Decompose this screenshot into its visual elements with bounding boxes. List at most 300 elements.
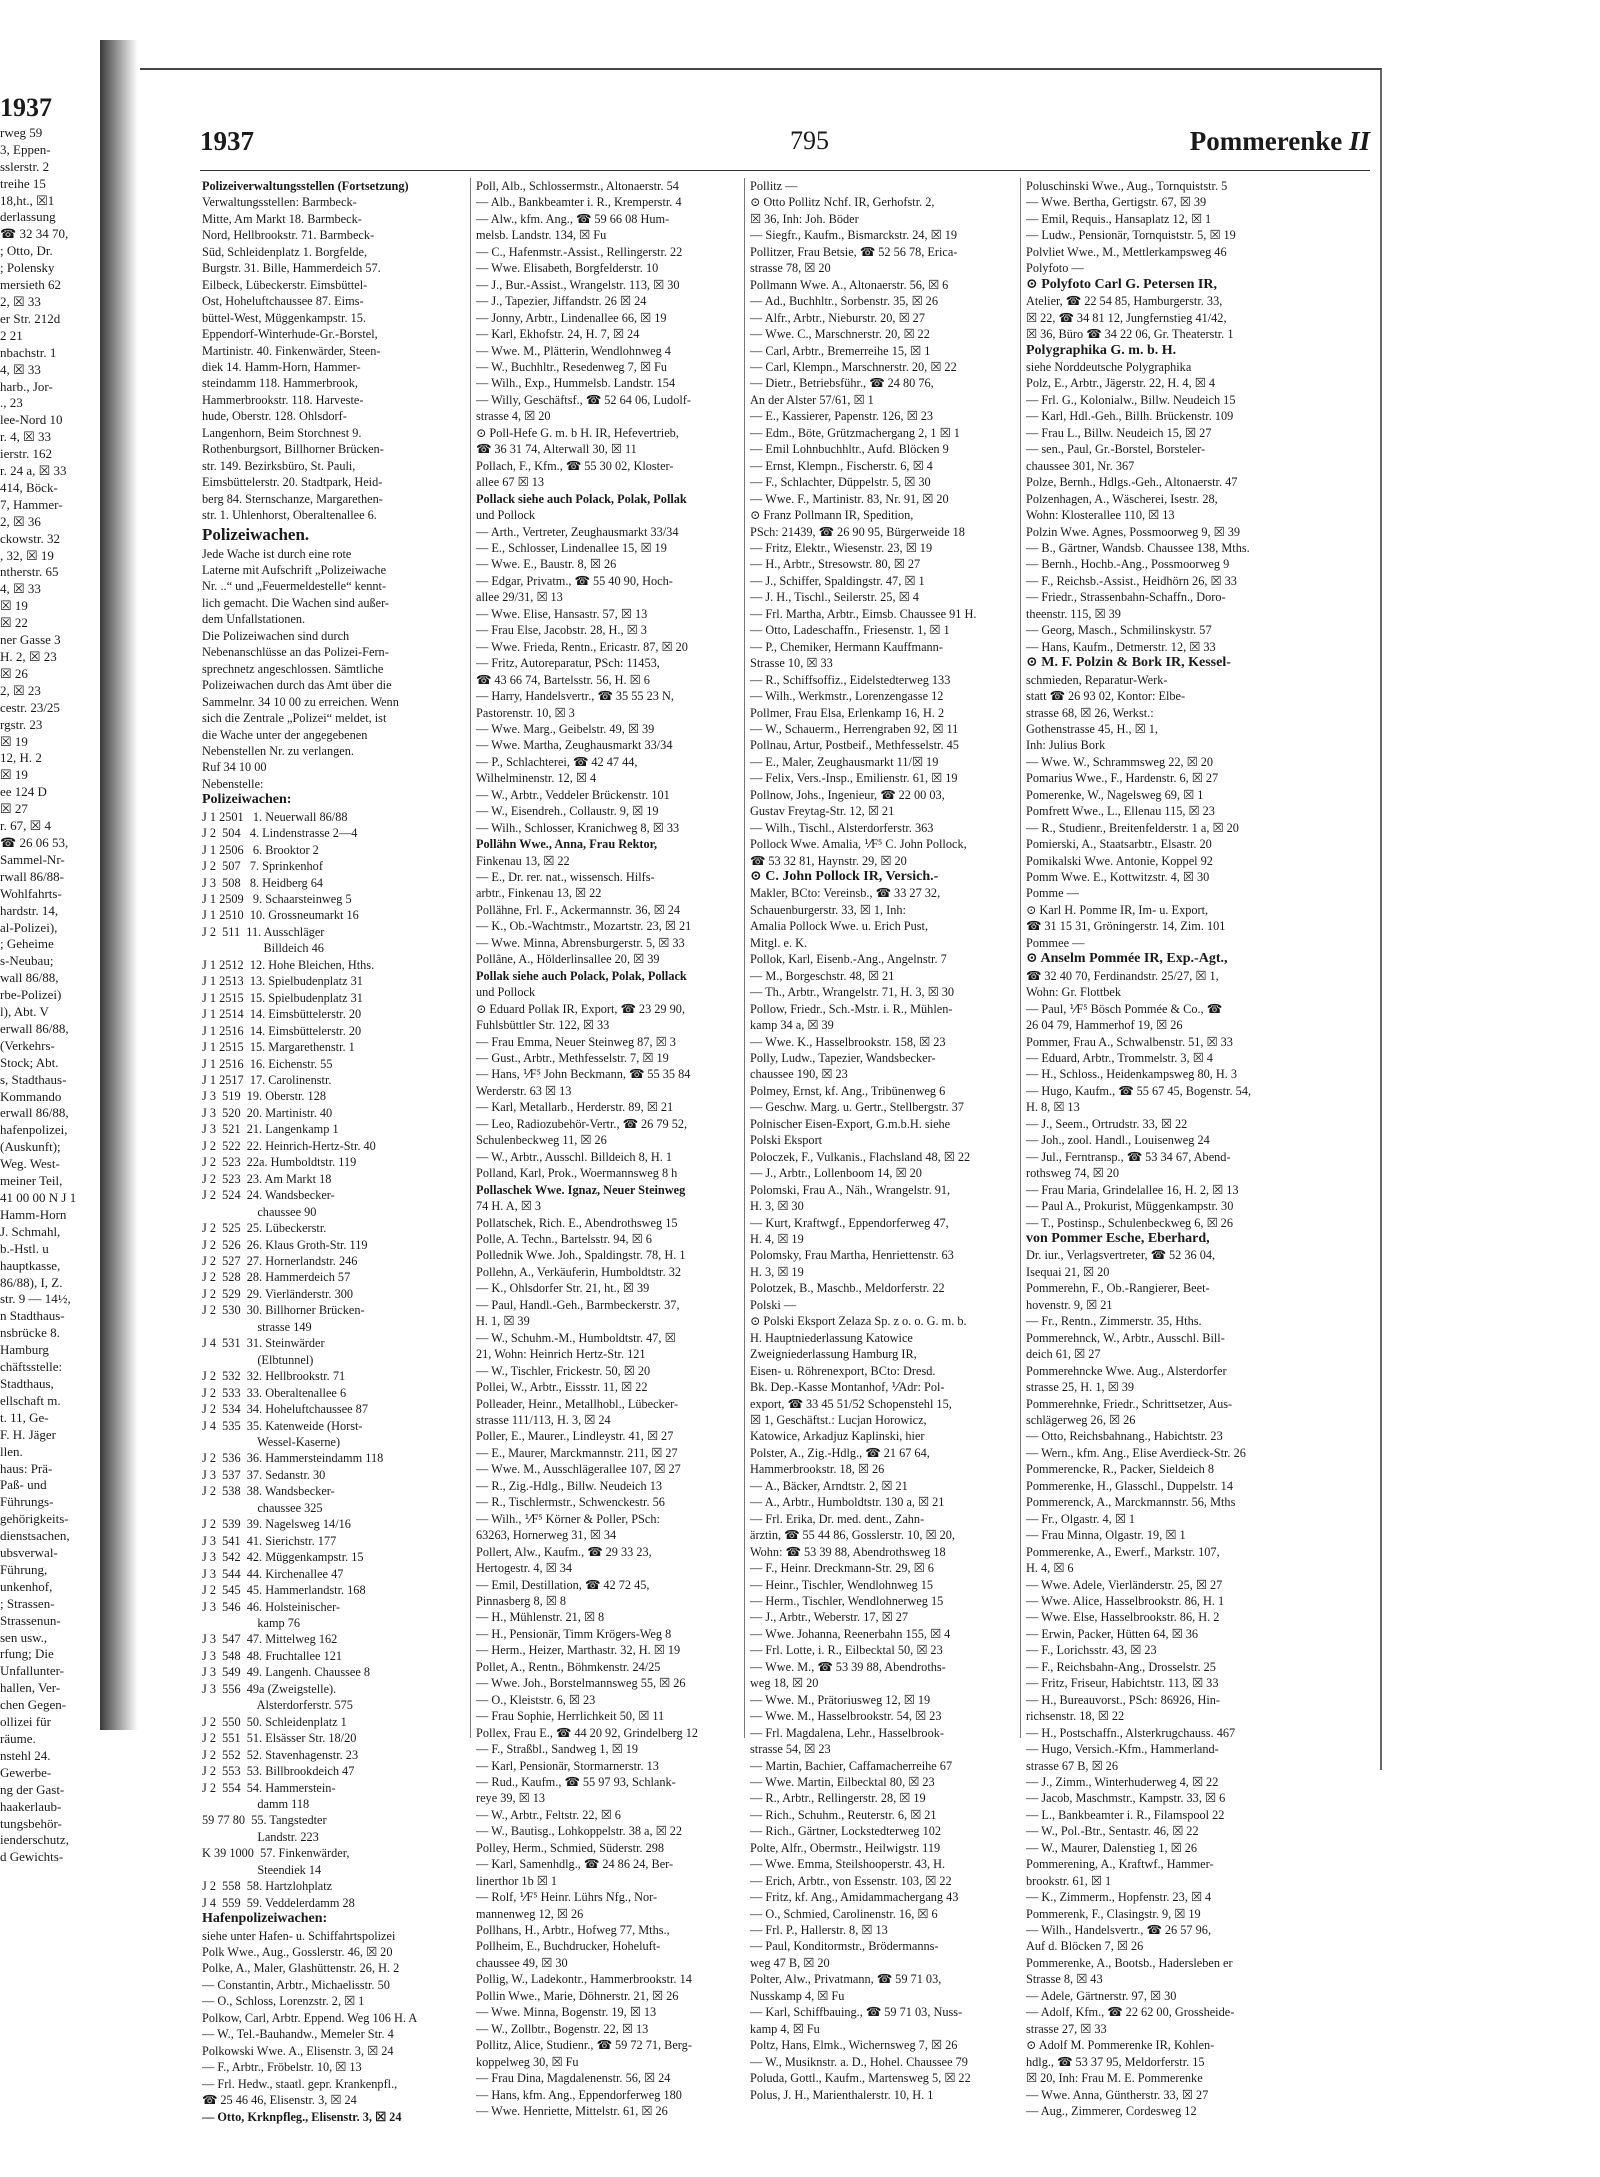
directory-entry-line: — Fritz, Autoreparatur, PSch: 11453, bbox=[476, 656, 660, 671]
directory-entry-line: — F., Lorichsstr. 43, ☒ 23 bbox=[1026, 1643, 1157, 1658]
directory-entry-line: Pommerehncke Wwe. Aug., Alsterdorfer bbox=[1026, 1363, 1227, 1378]
directory-entry-line: — Rud., Kaufm., ☎ 55 97 93, Schlank- bbox=[476, 1774, 676, 1789]
directory-entry-line: — W., Tel.-Bauhandw., Memeler Str. 4 bbox=[202, 2027, 394, 2042]
directory-entry-line: linerthor 1b ☒ 1 bbox=[476, 1873, 558, 1888]
directory-entry-line: J 2 527 27. Hornerlandstr. 246 bbox=[202, 1254, 358, 1268]
directory-entry-line: — Paul, ⅟F⁵ Bösch Pommée & Co., ☎ bbox=[1026, 1001, 1223, 1016]
directory-entry-line: Pollmann Wwe. A., Altonaerstr. 56, ☒ 6 bbox=[750, 277, 949, 292]
directory-entry-line: kamp 76 bbox=[202, 1615, 301, 1630]
prev-page-line: nstehl 24. bbox=[0, 1747, 51, 1763]
directory-entry-line: Polvliet Wwe., M., Mettlerkampsweg 46 bbox=[1026, 244, 1227, 259]
directory-entry-line: — Frl. P., Hallerstr. 8, ☒ 13 bbox=[750, 1923, 888, 1938]
directory-entry-line: Polnischer Eisen-Export, G.m.b.H. siehe bbox=[750, 1116, 951, 1131]
directory-entry-line: Inh: Julius Bork bbox=[1026, 738, 1106, 753]
directory-entry-line: Zweigniederlassung Hamburg IR, bbox=[750, 1347, 917, 1362]
directory-entry-line: — Fr., Rentn., Zimmerstr. 35, Hths. bbox=[1026, 1314, 1202, 1329]
directory-entry-line: — Frl. Magdalena, Lehr., Hasselbrook- bbox=[750, 1725, 944, 1740]
directory-entry-line: — Wilh., Schlosser, Kranichweg 8, ☒ 33 bbox=[476, 820, 680, 835]
directory-entry-line: Polotzek, B., Maschb., Meldorferstr. 22 bbox=[750, 1281, 945, 1296]
directory-entry-line: — Wwe. C., Marschnerstr. 20, ☒ 22 bbox=[750, 327, 930, 342]
directory-entry-line: J 3 519 19. Oberstr. 128 bbox=[202, 1089, 326, 1104]
directory-entry-line: ☎ 36 31 74, Alterwall 30, ☒ 11 bbox=[476, 442, 637, 457]
directory-entry-line: — Otto, Ladeschaffn., Friesenstr. 1, ☒ 1 bbox=[750, 623, 950, 638]
directory-entry-line: Pollitz, Alice, Studienr., ☎ 59 72 71, Berg- bbox=[476, 2038, 692, 2053]
prev-page-line: 2, ☒ 33 bbox=[0, 293, 41, 309]
directory-entry-line: Pollmer, Frau Elsa, Erlenkamp 16, H. 2 bbox=[750, 705, 945, 720]
directory-entry-line: Polski Eksport bbox=[750, 1133, 823, 1148]
directory-entry-line: chaussee 325 bbox=[202, 1500, 323, 1515]
directory-entry-line: J 1 2514 14. Eimsbüttelerstr. 20 bbox=[202, 1007, 362, 1022]
directory-entry-line: ⊙ Karl H. Pomme IR, Im- u. Export, bbox=[1026, 902, 1209, 917]
directory-entry-line: — Wwe. Minna, Bogenstr. 19, ☒ 13 bbox=[476, 2005, 657, 2020]
directory-entry-line: Polski — bbox=[750, 1297, 797, 1312]
directory-entry-line: export, ☎ 33 45 51/52 Schopenstehl 15, bbox=[750, 1396, 952, 1411]
directory-entry-line: — Otto, Krknpfleg., Elisenstr. 3, ☒ 24 bbox=[202, 2109, 402, 2124]
directory-entry-line: — Geschw. Marg. u. Gertr., Stellbergstr. 37 bbox=[750, 1100, 964, 1115]
directory-entry-line: — P., Chemiker, Hermann Kauffmann- bbox=[750, 639, 943, 654]
directory-entry-line: J 1 2515 15. Margarethenstr. 1 bbox=[202, 1040, 355, 1055]
directory-entry-line: — Jacob, Maschmstr., Kampstr. 33, ☒ 6 bbox=[1026, 1791, 1226, 1806]
directory-entry-line: J 1 2512 12. Hohe Bleichen, Hths. bbox=[202, 957, 375, 972]
directory-entry-line: — Wwe. Elisabeth, Borgfelderstr. 10 bbox=[476, 261, 659, 276]
directory-entry-line: — Leo, Radiozubehör-Vertr., ☎ 26 79 52, bbox=[476, 1116, 688, 1131]
prev-page-line: treihe 15 bbox=[0, 175, 46, 191]
directory-entry-line: — Karl, Samenhdlg., ☎ 24 86 24, Ber- bbox=[476, 1857, 674, 1872]
directory-entry-line: und Pollock bbox=[476, 985, 536, 1000]
directory-entry-line: — H., Arbtr., Stresowstr. 80, ☒ 27 bbox=[750, 557, 921, 572]
directory-entry-line: J 3 537 37. Sedanstr. 30 bbox=[202, 1467, 326, 1482]
directory-entry-line: Polkowski Wwe. A., Elisenstr. 3, ☒ 24 bbox=[202, 2043, 394, 2058]
directory-entry-line: — C., Hafenmstr.-Assist., Rellingerstr. 22 bbox=[476, 244, 683, 259]
prev-page-line: meiner Teil, bbox=[0, 1173, 63, 1189]
prev-page-line: r. 24 a, ☒ 33 bbox=[0, 463, 67, 479]
directory-entry-line: Mitgl. e. K. bbox=[750, 935, 808, 950]
prev-page-lines bbox=[0, 125, 100, 1866]
directory-entry-line: Amalia Pollock Wwe. u. Erich Pust, bbox=[750, 919, 929, 934]
directory-entry-line: — W., Buchhltr., Resedenweg 7, ☒ Fu bbox=[476, 359, 668, 374]
directory-entry-line: J 2 532 32. Hellbrookstr. 71 bbox=[202, 1369, 346, 1384]
directory-entry-line: — Wwe. F., Martinistr. 83, Nr. 91, ☒ 20 bbox=[750, 491, 949, 506]
directory-entry-line: — Herm., Heizer, Marthastr. 32, H. ☒ 19 bbox=[476, 1643, 681, 1658]
directory-entry-line: — R., Arbtr., Rellingerstr. 28, ☒ 19 bbox=[750, 1791, 926, 1806]
directory-entry-line: Pollitz — bbox=[750, 179, 798, 193]
prev-page-line: ellschaft m. bbox=[0, 1392, 61, 1408]
directory-entry-line: rothsweg 74, ☒ 20 bbox=[1026, 1166, 1119, 1181]
directory-entry-line: — F., Straßbl., Sandweg 1, ☒ 19 bbox=[476, 1742, 639, 1757]
prev-page-line: r. 4, ☒ 33 bbox=[0, 429, 52, 445]
directory-entry-line: Mitte, Am Markt 18. Barmbeck- bbox=[202, 211, 362, 226]
directory-entry-line: Isequai 21, ☒ 20 bbox=[1026, 1264, 1110, 1279]
directory-entry-line: J 3 549 49. Langenh. Chaussee 8 bbox=[202, 1665, 371, 1680]
directory-entry-line: chaussee 49, ☒ 30 bbox=[476, 1955, 568, 1970]
directory-entry-line: Polke, A., Maler, Glashüttenstr. 26, H. 2 bbox=[202, 1961, 400, 1976]
directory-entry-line: — F., Arbtr., Fröbelstr. 10, ☒ 13 bbox=[202, 2060, 362, 2075]
directory-entry-line: Pommerencke, R., Packer, Sieldeich 8 bbox=[1026, 1462, 1215, 1477]
directory-entry-line: — Frl. G., Kolonialw., Billw. Neudeich 15 bbox=[1026, 392, 1236, 407]
directory-entry-line: — Wwe. Emma, Steilshooperstr. 43, H. bbox=[750, 1857, 946, 1872]
directory-entry-line: Poluda, Gottl., Kaufm., Martensweg 5, ☒ 22 bbox=[750, 2071, 971, 2086]
directory-entry-line: — Wwe. M., Plätterin, Wendlohnweg 4 bbox=[476, 343, 671, 358]
directory-entry-line: — K., Zimmerm., Hopfenstr. 23, ☒ 4 bbox=[1026, 1890, 1212, 1905]
previous-page-fragment bbox=[0, 93, 100, 1865]
directory-entry-line: 74 H. A, ☒ 3 bbox=[476, 1199, 541, 1214]
directory-entry-line: — Ad., Buchhltr., Sorbenstr. 35, ☒ 26 bbox=[750, 294, 938, 309]
directory-entry-line: ☎ 31 15 31, Gröningerstr. 14, Zim. 101 bbox=[1026, 919, 1226, 934]
page-number: 795 bbox=[790, 126, 829, 155]
directory-entry-line: Hertogestr. 4, ☒ 34 bbox=[476, 1561, 573, 1576]
directory-entry-line: — J., Arbtr., Lollenboom 14, ☒ 20 bbox=[750, 1166, 922, 1181]
directory-entry-line: strasse 54, ☒ 23 bbox=[750, 1742, 831, 1757]
directory-entry-line: — R., Studienr., Breitenfelderstr. 1 a, ☒ 20 bbox=[1026, 820, 1239, 835]
directory-entry-line: — Jul., Ferntransp., ☎ 53 34 67, Abend- bbox=[1026, 1149, 1231, 1164]
directory-entry-line: Polzin Wwe. Agnes, Possmoorweg 9, ☒ 39 bbox=[1026, 524, 1241, 539]
directory-entry-line: Langenhorn, Beim Storchnest 9. bbox=[202, 425, 362, 440]
directory-entry-line: Polizeiverwaltungsstellen (Fortsetzung) bbox=[202, 179, 409, 193]
running-title-name: Pommerenke bbox=[1189, 126, 1343, 156]
directory-entry-line: Polleader, Heinr., Metallhobl., Lübecker- bbox=[476, 1396, 679, 1411]
directory-entry-line: Pollâne, A., Hölderlinsallee 20, ☒ 39 bbox=[476, 952, 660, 967]
directory-entry-line: ☒ 36, Büro ☎ 34 22 06, Gr. Theaterstr. 1 bbox=[1026, 327, 1234, 342]
directory-entry-line: — Emil, Requis., Hansaplatz 12, ☒ 1 bbox=[1026, 211, 1212, 226]
directory-entry-line: — Bernh., Hochb.-Ang., Possmoorweg 9 bbox=[1026, 557, 1230, 572]
directory-entry-line: reye 39, ☒ 13 bbox=[476, 1791, 546, 1806]
prev-page-line: s-Neubau; bbox=[0, 953, 54, 969]
page-header bbox=[200, 126, 1370, 166]
directory-entry-line: Billdeich 46 bbox=[202, 941, 324, 956]
directory-entry-line: — J., Arbtr., Weberstr. 17, ☒ 27 bbox=[750, 1610, 909, 1625]
prev-page-line: r. 67, ☒ 4 bbox=[0, 818, 52, 834]
directory-entry-line: ☒ 20, Inh: Frau M. E. Pommerenke bbox=[1026, 2071, 1203, 2086]
prev-page-line: Hamm-Horn bbox=[0, 1206, 67, 1222]
directory-entry-line: Martinistr. 40. Finkenwärder, Steen- bbox=[202, 343, 381, 358]
directory-entry-line: Eilbeck, Lübeckerstr. Eimsbüttel- bbox=[202, 277, 368, 292]
directory-entry-line: chaussee 301, Nr. 367 bbox=[1026, 458, 1135, 473]
directory-entry-line: str. 1. Uhlenhorst, Oberaltenallee 6. bbox=[202, 508, 377, 523]
section-heading: ⊙ Anselm Pommée IR, Exp.-Agt., bbox=[1026, 951, 1228, 967]
directory-entry-line: Wohn: ☎ 53 39 88, Abendrothsweg 18 bbox=[750, 1544, 946, 1559]
directory-column-4 bbox=[1026, 178, 1296, 2119]
directory-entry-line: — J., Schiffer, Spaldingstr. 47, ☒ 1 bbox=[750, 573, 925, 588]
directory-entry-line: Wessel-Kaserne) bbox=[202, 1434, 341, 1449]
directory-entry-line: Pollnow, Johs., Ingenieur, ☎ 22 00 03, bbox=[750, 787, 945, 802]
directory-entry-line: — Karl, Hdl.-Geh., Billh. Brückenstr. 109 bbox=[1026, 409, 1234, 424]
directory-entry-line: theenstr. 115, ☒ 39 bbox=[1026, 606, 1121, 621]
directory-entry-line: strasse 4, ☒ 20 bbox=[476, 409, 551, 424]
directory-entry-line: J 2 523 22a. Humboldtstr. 119 bbox=[202, 1155, 357, 1170]
directory-entry-line: J 2 528 28. Hammerdeich 57 bbox=[202, 1270, 351, 1285]
directory-entry-line: hovenstr. 9, ☒ 21 bbox=[1026, 1297, 1113, 1312]
prev-page-line: ner Gasse 3 bbox=[0, 632, 61, 648]
directory-entry-line: — Carl, Arbtr., Bremerreihe 15, ☒ 1 bbox=[750, 343, 931, 358]
directory-entry-line: — Rich., Schuhm., Reuterstr. 6, ☒ 21 bbox=[750, 1807, 937, 1822]
prev-page-line: sen usw., bbox=[0, 1629, 48, 1645]
directory-entry-line: H. 8, ☒ 13 bbox=[1026, 1100, 1080, 1115]
directory-entry-line: Eimsbüttelerstr. 20. Stadtpark, Heid- bbox=[202, 475, 383, 490]
directory-entry-line: — Wwe. Marg., Geibelstr. 49, ☒ 39 bbox=[476, 721, 655, 736]
running-title-letter: II bbox=[1348, 126, 1370, 156]
prev-page-line: ; Geheime bbox=[0, 936, 54, 952]
directory-entry-line: Verwaltungsstellen: Barmbeck- bbox=[202, 195, 357, 210]
directory-entry-line: sprechnetz angeschlossen. Sämtliche bbox=[202, 661, 384, 676]
directory-entry-line: — Alw., kfm. Ang., ☎ 59 66 08 Hum- bbox=[476, 211, 670, 226]
directory-entry-line: Polk Wwe., Aug., Gosslerstr. 46, ☒ 20 bbox=[202, 1945, 393, 1960]
directory-entry-line: J 2 558 58. Hartzlohplatz bbox=[202, 1879, 333, 1894]
directory-entry-line: — W., Zollbtr., Bogenstr. 22, ☒ 13 bbox=[476, 2021, 649, 2036]
prev-page-line: Stadthaus, bbox=[0, 1375, 54, 1391]
directory-entry-line: Polizeiwachen durch das Amt über die bbox=[202, 678, 392, 693]
directory-entry-line: — O., Schmied, Carolinenstr. 16, ☒ 6 bbox=[750, 1906, 938, 1921]
directory-entry-line: — Edgar, Privatm., ☎ 55 40 90, Hoch- bbox=[476, 573, 673, 588]
prev-page-line: ckowstr. 32 bbox=[0, 530, 60, 546]
directory-entry-line: Eppendorf-Winterhude-Gr.-Borstel, bbox=[202, 327, 378, 342]
directory-entry-line: — Otto, Reichsbahnang., Habichtstr. 23 bbox=[1026, 1429, 1223, 1444]
directory-entry-line: Makler, BCto: Vereinsb., ☎ 33 27 32, bbox=[750, 886, 941, 901]
directory-entry-line: — J., Tapezier, Jiffandstr. 26 ☒ 24 bbox=[476, 294, 647, 309]
directory-entry-line: — Wwe. Bertha, Gertigstr. 67, ☒ 39 bbox=[1026, 195, 1207, 210]
directory-entry-line: — Wwe. Elise, Hansastr. 57, ☒ 13 bbox=[476, 606, 648, 621]
directory-entry-line: Polle, A. Techn., Bartelsstr. 94, ☒ 6 bbox=[476, 1232, 652, 1246]
directory-entry-line: — Wern., kfm. Ang., Elise Averdieck-Str. 26 bbox=[1026, 1445, 1246, 1460]
directory-entry-line: — R., Zig.-Hdlg., Billw. Neudeich 13 bbox=[476, 1478, 663, 1493]
prev-page-line: llen. bbox=[0, 1443, 23, 1459]
directory-entry-line: J 2 511 11. Ausschläger bbox=[202, 924, 325, 939]
prev-page-line: ☒ 22 bbox=[0, 615, 28, 631]
directory-entry-line: Pollin Wwe., Marie, Döhnerstr. 21, ☒ 26 bbox=[476, 1988, 679, 2003]
directory-entry-line: Pomme — bbox=[1026, 886, 1079, 901]
directory-entry-line: — Joh., zool. Handl., Louisenweg 24 bbox=[1026, 1133, 1210, 1148]
directory-entry-line: — Alfr., Arbtr., Nieburstr. 20, ☒ 27 bbox=[750, 310, 925, 325]
directory-entry-line: — Fritz, Friseur, Habichtstr. 113, ☒ 33 bbox=[1026, 1676, 1219, 1691]
directory-entry-line: mannenweg 12, ☒ 26 bbox=[476, 1906, 584, 1921]
prev-page-line: ntherstr. 65 bbox=[0, 564, 59, 580]
prev-page-line: dienstsachen, bbox=[0, 1528, 70, 1544]
prev-page-line: J. Schmahl, bbox=[0, 1223, 61, 1239]
directory-entry-line: ⊙ Adolf M. Pommerenke IR, Kohlen- bbox=[1026, 2038, 1215, 2053]
directory-entry-line: — Edm., Böte, Grützmachergang 2, 1 ☒ 1 bbox=[750, 425, 960, 440]
directory-entry-line: ☒ 22, ☎ 34 81 12, Jungfernstieg 41/42, bbox=[1026, 310, 1227, 325]
directory-entry-line: Gothenstrasse 45, H., ☒ 1, bbox=[1026, 721, 1158, 736]
prev-page-line: derlassung bbox=[0, 209, 56, 225]
directory-entry-line: — Frau Maria, Grindelallee 16, H. 2, ☒ 13 bbox=[1026, 1182, 1239, 1197]
directory-entry-line: Pollig, W., Ladekontr., Hammerbrookstr. 14 bbox=[476, 1972, 692, 1987]
directory-entry-line: — Harry, Handelsvertr., ☎ 35 55 23 N, bbox=[476, 689, 674, 704]
directory-entry-line: — Emil Lohnbuchhltr., Aufd. Blöcken 9 bbox=[750, 442, 949, 457]
prev-page-line: hallen, Ver- bbox=[0, 1680, 61, 1696]
prev-page-line: 12, H. 2 bbox=[0, 750, 42, 766]
prev-page-line: ierstr. 162 bbox=[0, 446, 52, 462]
directory-entry-line: H. 4, ☒ 6 bbox=[1026, 1561, 1074, 1576]
directory-entry-line: An der Alster 57/61, ☒ 1 bbox=[750, 392, 874, 407]
directory-entry-line: — W., Bautisg., Lohkoppelstr. 38 a, ☒ 22 bbox=[476, 1824, 683, 1839]
directory-entry-line: 26 04 79, Hammerhof 19, ☒ 26 bbox=[1026, 1018, 1183, 1033]
prev-page-line: 414, Böck- bbox=[0, 479, 58, 495]
directory-entry-line: J 2 529 29. Vierländerstr. 300 bbox=[202, 1286, 354, 1301]
directory-entry-line: — Paul, Handl.-Geh., Barmbeckerstr. 37, bbox=[476, 1297, 680, 1312]
directory-entry-line: — T., Postinsp., Schulenbeckweg 6, ☒ 26 bbox=[1026, 1215, 1233, 1230]
prev-page-line: Führung, bbox=[0, 1561, 48, 1577]
directory-entry-line: — Karl, Metallarb., Herderstr. 89, ☒ 21 bbox=[476, 1100, 674, 1115]
directory-entry-line: J 4 559 59. Veddelerdamm 28 bbox=[202, 1895, 355, 1910]
directory-entry-line: — Hugo, Versich.-Kfm., Hammerland- bbox=[1026, 1742, 1219, 1757]
directory-entry-line: — W., Schauerm., Herrengraben 92, ☒ 11 bbox=[750, 721, 959, 736]
directory-entry-line: ☎ 43 66 74, Bartelsstr. 56, H. ☒ 6 bbox=[476, 672, 650, 687]
directory-entry-line: — sen., Paul, Gr.-Borstel, Borsteler- bbox=[1026, 442, 1206, 457]
directory-entry-line: Pomfrett Wwe., L., Ellenau 115, ☒ 23 bbox=[1026, 804, 1215, 819]
directory-entry-line: Pomarius Wwe., F., Hardenstr. 6, ☒ 27 bbox=[1026, 771, 1219, 786]
header-rule bbox=[200, 170, 1370, 171]
directory-entry-line: — W., Maurer, Dalenstieg 1, ☒ 26 bbox=[1026, 1840, 1198, 1855]
directory-entry-line: Pollednik Wwe. Joh., Spaldingstr. 78, H. 1 bbox=[476, 1248, 686, 1263]
directory-entry-line: ⊙ Polski Eksport Zelaza Sp. z o. o. G. m. b. bbox=[750, 1314, 967, 1329]
directory-entry-line: Pollow, Friedr., Sch.-Mstr. i. R., Mühlen- bbox=[750, 1001, 953, 1016]
directory-entry-line: — E., Maurer, Marckmannstr. 211, ☒ 27 bbox=[476, 1445, 678, 1460]
directory-entry-line: — Fritz, Elektr., Wiesenstr. 23, ☒ 19 bbox=[750, 540, 933, 555]
directory-entry-line: — Fr., Olgastr. 4, ☒ 1 bbox=[1026, 1511, 1136, 1526]
directory-entry-line: Pommer, Frau A., Schwalbenstr. 51, ☒ 33 bbox=[1026, 1034, 1233, 1049]
directory-entry-line: — F., Reichsb.-Assist., Heidhörn 26, ☒ 33 bbox=[1026, 573, 1237, 588]
directory-entry-line: Polkow, Carl, Arbtr. Eppend. Weg 106 H. A bbox=[202, 2010, 418, 2025]
directory-entry-line: — R., Tischlermstr., Schwenckestr. 56 bbox=[476, 1495, 665, 1510]
prev-page-line: Gewerbe- bbox=[0, 1764, 52, 1780]
directory-entry-line: — Wwe. Martha, Zeughausmarkt 33/34 bbox=[476, 738, 673, 753]
prev-page-line: erwall 86/88, bbox=[0, 1105, 69, 1121]
directory-entry-line: Pollet, A., Rentn., Böhmkenstr. 24/25 bbox=[476, 1659, 661, 1674]
prev-page-line: hauptkasse, bbox=[0, 1257, 61, 1273]
directory-entry-line: strasse 78, ☒ 20 bbox=[750, 261, 831, 276]
directory-entry-line: Poller, E., Maurer., Lindleystr. 41, ☒ 27 bbox=[476, 1429, 674, 1444]
prev-page-line: Strassenun- bbox=[0, 1612, 61, 1628]
directory-entry-line: J 3 542 42. Müggenkampstr. 15 bbox=[202, 1550, 364, 1565]
directory-entry-line: J 3 521 21. Langenkamp 1 bbox=[202, 1122, 339, 1137]
directory-entry-line: 59 77 80 55. Tangstedter bbox=[202, 1813, 327, 1828]
directory-entry-line: — Wwe. Alice, Hasselbrookstr. 86, H. 1 bbox=[1026, 1593, 1225, 1608]
prev-page-line: ☎ 32 34 70, bbox=[0, 226, 69, 242]
prev-page-line: ☒ 19 bbox=[0, 598, 28, 614]
prev-page-line: (Auskunft); bbox=[0, 1139, 61, 1155]
directory-entry-line: J 2 523 23. Am Markt 18 bbox=[202, 1171, 332, 1186]
directory-entry-line: Pomierski, A., Staatsarbtr., Elsastr. 20 bbox=[1026, 837, 1212, 852]
directory-entry-line: 21, Wohn: Heinrich Hertz-Str. 121 bbox=[476, 1347, 646, 1362]
directory-entry-line: Pollähn Wwe., Anna, Frau Rektor, bbox=[476, 837, 658, 852]
prev-page-line: er Str. 212d bbox=[0, 310, 61, 326]
prev-page-line: 4, ☒ 33 bbox=[0, 581, 41, 597]
prev-page-line: 2, ☒ 23 bbox=[0, 682, 41, 698]
directory-entry-line: — J., Bur.-Assist., Wrangelstr. 113, ☒ 30 bbox=[476, 277, 680, 292]
directory-column-3 bbox=[750, 178, 1012, 2102]
directory-entry-line: — Eduard, Arbtr., Trommelstr. 3, ☒ 4 bbox=[1026, 1051, 1213, 1066]
directory-entry-line: Pollock Wwe. Amalia, ⅟F⁵ C. John Pollock, bbox=[750, 837, 967, 852]
directory-entry-line: Pollnau, Artur, Postbeif., Methfesselstr. 45 bbox=[750, 738, 959, 753]
prev-page-line: ., 23 bbox=[0, 395, 23, 411]
directory-entry-line: Pollach, F., Kfm., ☎ 55 30 02, Kloster- bbox=[476, 458, 674, 473]
directory-entry-line: strasse 25, H. 1, ☒ 39 bbox=[1026, 1380, 1135, 1395]
directory-entry-line: J 3 556 49a (Zweigstelle). bbox=[202, 1681, 337, 1696]
directory-entry-line: — Hans, kfm. Ang., Eppendorferweg 180 bbox=[476, 2087, 682, 2102]
directory-entry-line: — Kurt, Kraftwgf., Eppendorferweg 47, bbox=[750, 1215, 949, 1230]
directory-entry-line: Polly, Ludw., Tapezier, Wandsbecker- bbox=[750, 1051, 936, 1066]
directory-entry-line: — Frau Else, Jacobstr. 28, H., ☒ 3 bbox=[476, 623, 647, 638]
directory-entry-line: ⊙ Eduard Pollak IR, Export, ☎ 23 29 90, bbox=[476, 1001, 686, 1016]
directory-entry-line: Pastorenstr. 10, ☒ 3 bbox=[476, 705, 575, 720]
directory-entry-line: — A., Bäcker, Arndtstr. 2, ☒ 21 bbox=[750, 1478, 908, 1493]
directory-entry-line: — Wwe. Johanna, Reenerbahn 155, ☒ 4 bbox=[750, 1626, 951, 1641]
prev-page-line: 2, ☒ 36 bbox=[0, 513, 41, 529]
section-heading: Polizeiwachen. bbox=[202, 524, 310, 544]
prev-page-line: Sammel-Nr- bbox=[0, 851, 65, 867]
prev-page-line: mersieth 62 bbox=[0, 277, 62, 293]
directory-entry-line: hude, Oberstr. 128. Ohlsdorf- bbox=[202, 409, 347, 424]
column-divider bbox=[744, 178, 745, 1738]
directory-entry-line: — H., Postschaffn., Alsterkrugchauss. 467 bbox=[1026, 1725, 1236, 1740]
column-divider bbox=[1020, 178, 1021, 1738]
directory-entry-line: ☎ 53 32 81, Haynstr. 29, ☒ 20 bbox=[750, 853, 907, 868]
prev-page-line: H. 2, ☒ 23 bbox=[0, 649, 57, 664]
directory-entry-line: Eisen- u. Röhrenexport, BCto: Dresd. bbox=[750, 1363, 936, 1378]
directory-entry-line: — Frl. Martha, Arbtr., Eimsb. Chaussee 91 H. bbox=[750, 606, 977, 621]
directory-entry-line: — Frl. Lotte, i. R., Eilbecktal 50, ☒ 23 bbox=[750, 1643, 943, 1658]
directory-entry-line: — Arth., Vertreter, Zeughausmarkt 33/34 bbox=[476, 524, 679, 539]
directory-entry-line: weg 18, ☒ 20 bbox=[750, 1676, 819, 1691]
directory-entry-line: Ruf 34 10 00 bbox=[202, 760, 267, 775]
prev-page-line: harb., Jor- bbox=[0, 378, 53, 394]
directory-entry-line: Süd, Schleidenplatz 1. Borgfelde, bbox=[202, 244, 368, 259]
prev-page-line: rgstr. 23 bbox=[0, 716, 43, 732]
directory-entry-line: Bk. Dep.-Kasse Montanhof, ⅟Adr: Pol- bbox=[750, 1380, 945, 1395]
directory-entry-line: Pinnasberg 8, ☒ 8 bbox=[476, 1593, 567, 1608]
directory-entry-line: H. 3, ☒ 19 bbox=[750, 1264, 804, 1279]
directory-entry-line: Atelier, ☎ 22 54 85, Hamburgerstr. 33, bbox=[1026, 294, 1223, 309]
directory-entry-line: Pommerehnke, Friedr., Schrittsetzer, Aus- bbox=[1026, 1396, 1233, 1411]
directory-entry-line: — W., Eisendreh., Collaustr. 9, ☒ 19 bbox=[476, 804, 659, 819]
directory-entry-line: strasse 27, ☒ 33 bbox=[1026, 2021, 1107, 2036]
section-heading: ⊙ M. F. Polzin & Bork IR, Kessel- bbox=[1026, 655, 1231, 671]
directory-entry-line: — W., Musiknstr. a. D., Hohel. Chaussee 79 bbox=[750, 2054, 968, 2069]
prev-page-line: chen Gegen- bbox=[0, 1697, 67, 1713]
directory-entry-line: J 2 538 38. Wandsbecker- bbox=[202, 1484, 335, 1499]
directory-entry-line: — Adele, Gärtnerstr. 97, ☒ 30 bbox=[1026, 1988, 1177, 2003]
directory-entry-line: Pomikalski Wwe. Antonie, Koppel 92 bbox=[1026, 853, 1213, 868]
prev-page-line: b.-Hstl. u bbox=[0, 1240, 49, 1256]
directory-entry-line: — Herm., Tischler, Wendlohnerweg 15 bbox=[750, 1593, 944, 1608]
directory-entry-line: statt ☎ 26 93 02, Kontor: Elbe- bbox=[1026, 689, 1186, 704]
directory-entry-line: Alsterdorferstr. 575 bbox=[202, 1698, 353, 1713]
header-year: 1937 bbox=[200, 126, 254, 156]
directory-entry-line: — P., Schlachterei, ☎ 42 47 44, bbox=[476, 754, 638, 769]
prev-page-year: 1937 bbox=[0, 93, 52, 122]
directory-entry-line: — Wilh., Exp., Hummelsb. Landstr. 154 bbox=[476, 376, 676, 391]
prev-page-line: 2 21 bbox=[0, 327, 23, 343]
prev-page-line: nbachstr. 1 bbox=[0, 344, 57, 360]
directory-entry-line: ⊙ Otto Pollitz Nchf. IR, Gerhofstr. 2, bbox=[750, 195, 935, 210]
section-heading: Polizeiwachen: bbox=[202, 792, 292, 808]
directory-entry-line: — Paul A., Prokurist, Müggenkampstr. 30 bbox=[1026, 1199, 1234, 1214]
directory-entry-line: J 2 526 26. Klaus Groth-Str. 119 bbox=[202, 1237, 368, 1252]
prev-page-line: rbe-Polizei) bbox=[0, 987, 62, 1003]
directory-entry-line: strasse 111/113, H. 3, ☒ 24 bbox=[476, 1412, 611, 1427]
prev-page-line: rfung; Die bbox=[0, 1646, 54, 1662]
prev-page-line: ; Polensky bbox=[0, 260, 55, 276]
prev-page-line: tungsbehör- bbox=[0, 1815, 62, 1831]
directory-entry-line: — Martin, Bachier, Caffamacherreihe 67 bbox=[750, 1758, 953, 1773]
directory-entry-line: Polomsky, Frau Martha, Henriettenstr. 63 bbox=[750, 1248, 954, 1263]
directory-entry-line: (Elbtunnel) bbox=[202, 1352, 314, 1367]
directory-entry-line: — Wwe. W., Schrammsweg 22, ☒ 20 bbox=[1026, 754, 1214, 769]
directory-entry-line: Pollak siehe auch Polack, Polak, Pollack bbox=[476, 968, 687, 983]
directory-entry-line: — Wwe. Joh., Borstelmannsweg 55, ☒ 26 bbox=[476, 1676, 686, 1691]
directory-entry-line: J 2 504 4. Lindenstrasse 2—4 bbox=[202, 826, 358, 841]
directory-entry-line: — Gust., Arbtr., Methfesselstr. 7, ☒ 19 bbox=[476, 1051, 669, 1066]
prev-page-line: Wohlfahrts- bbox=[0, 885, 62, 901]
